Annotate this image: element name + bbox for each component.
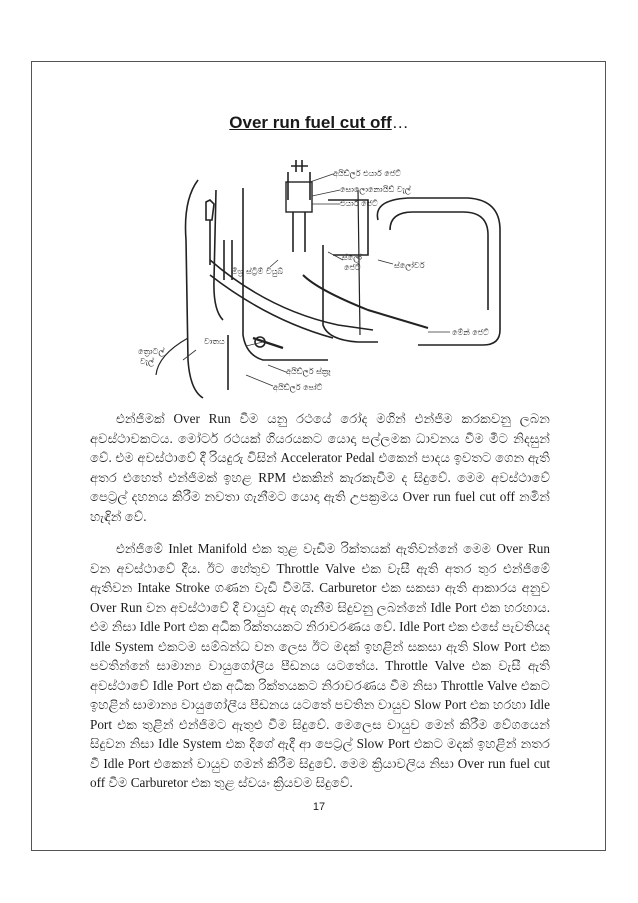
label-main-jet: මේන් ජෙට් [452,328,489,337]
label-throttle-valve-1: ත්‍රොටල් [138,347,165,356]
title-text: Over run fuel cut off [229,113,392,132]
label-idle-mixture-screw: අයිඩ්ලර් ස්ක්‍රෑ [286,367,331,376]
label-slow-jet-1: ස්ලෝ [342,253,362,262]
label-slow-port: ස්ලෝවර් [394,261,425,270]
label-solenoid-air-jet: එයාර් ජෙට් [340,199,378,208]
paragraph-2-text: එන්ජිමේ Inlet Manifold එක තුළ වැඩිම රික්තයක් ඇතිවන්නේ මෙම Over Run වන අවස්ථාවේ දීය. ඊට හේතුව Throttle Valve එක වැසී ඇති අතර තුර එන්ජිමේ ඇතිවන Intake Stroke ගණන වැඩි වීමයි. Carburetor එක සකසා ඇති ආකාරය අනුව Over Run වන අවස්ථාවේ දී වායුව ඇද ගැනීම සිදුවනු ලබන්නේ Idle Port එක හරහාය. එම නිසා Idle Port එක අධික රික්තයකට නිරාවරණය වේ. Idle Port එක එසේ පැවතියද Idle System එකටම සම්බන්ධ වන ලෙස ඊට මදක් ඉහළින් සකසා ඇති Slow Port එක පවතින්නේ සාමාන්‍ය වායුගෝලීය පීඩනය යටතේය. Throttle Valve එක වැසී ඇති අවස්ථාවේ Idle Port එක අධික රික්තයකට නිරාවරණය වීම නිසා Throttle Valve එකට ඉහළින් සාමාන්‍ය වායුගෝලීය පීඩනය යටතේ පවතින වායුව Slow Port එක හරහා Idle Port එක තුළින් එන්ජිමට ඇතුළු වීම සිදුවේ. මෙලෙස වායුව මෙන් කිරීම වේගයෙන් සිදුවන නිසා Idle System එක දිගේ ඇදී ආ පෙට්‍රල් Slow Port එකට මදක් ඉහළින් නතර වී Idle Port එකෙන් වායුව ගමන් කිරීම සිදුවේ. මෙම ක්‍රියාවලිය නිසා Over run fuel cut off වීම Carburetor එක තුළ ස්වයං ක්‍රියවම සිදුවේ. [90,541,550,790]
paragraph-2 [90,539,550,793]
label-main-stream: මිශ්‍ර ස්ට්‍රීම් වියුබ් [232,267,284,276]
paragraph-1-text: එන්ජිමක් Over Run වීම යනු රථයේ රෝද මගින් එන්ජිම කරකවනු ලබන අවස්ථාවකටය. මෝටර් රථයක් ගියරයකට යොදා පල්ලමක ධාවනය වීම මීට නිදසුන් වේ. එම අවස්ථාවේ දී රියදුරු විසින් Accelerator Pedal එකෙන් පාදය ඉවතට ගෙන ඇති අතර එහෙත් එන්ජිමක් ඉහළ RPM එකකින් කැරකැවීම ද සිදුවේ. මෙම අවස්ථාවේ පෙට්‍රල් දහනය කිරීම නවතා ගැනීමට යොදා ඇති උපක්‍රමය Over run fuel cut off නමින් හැඳින් වේ. [90,411,550,524]
label-idle-air-jet: අයිඩ්ලර් එයාර් ජෙට් [333,169,401,178]
label-throttle-valve-2: වැල් [140,357,155,366]
page-number: 17 [312,801,326,813]
label-idle-port: අයිඩ්ලර් පෝට් [273,383,323,392]
label-air: වාතය [204,337,225,346]
label-slow-jet-2: ජෙට් [344,263,361,272]
paragraph-1 [90,409,550,526]
label-solenoid-valve: සොලොනොයිඩ් වැල් [340,185,411,194]
title-ellipsis: … [391,113,409,132]
carburetor-diagram [128,160,518,400]
page-title [0,113,638,133]
